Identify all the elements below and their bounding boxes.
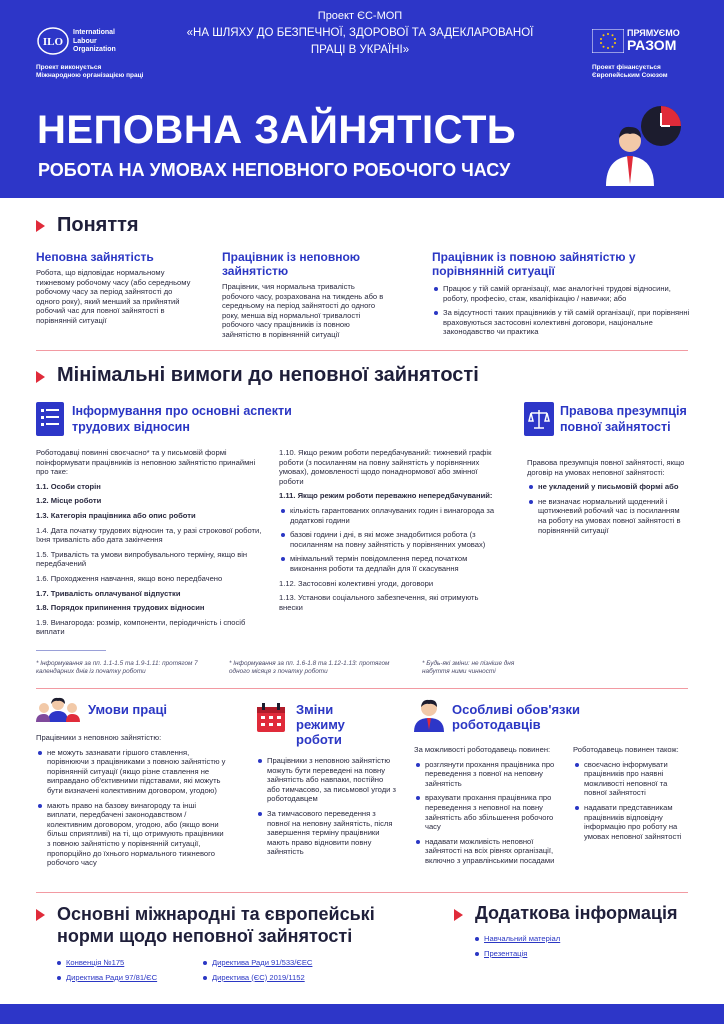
- footnote-3: * Будь-які зміни: не пізніше дня набуття ними чинності: [422, 660, 515, 675]
- info-left-column: [36, 448, 266, 642]
- footnote-rule: [36, 650, 106, 651]
- list-item: [55, 973, 205, 983]
- extra-link-training[interactable]: Навчальний матеріал: [484, 934, 561, 943]
- list-item: базові години і дні, в які може знадобитися робота (з посиланням на повну зайнятість у порівнянних умовах): [279, 530, 497, 549]
- list-item: мінімальний термін повідомлення перед початком виконання роботи та дедлайн для її скасування: [279, 554, 497, 573]
- header-banner: [0, 0, 724, 198]
- list-item: За відсутності таких працівників у тій самій організації, при порівнянні враховуються застосовні колективні договори, національне законодавство чи практика: [432, 308, 690, 337]
- info-item: 1.2. Місце роботи: [36, 496, 102, 506]
- info-item: 1.13. Установи соціального забезпечення, які отримують внески: [279, 593, 479, 612]
- employer-title: Особливі обов'язки роботодавців: [452, 702, 580, 732]
- ilo-logo-icon: [36, 26, 70, 56]
- info-item: 1.8. Порядок припинення трудових відносин: [36, 603, 205, 613]
- page-subtitle: РОБОТА НА УМОВАХ НЕПОВНОГО РОБОЧОГО ЧАСУ: [38, 160, 511, 180]
- conditions-block: [36, 733, 226, 873]
- info-item: 1.3. Категорія працівника або опис роботи: [36, 510, 196, 520]
- norms-links-col2: [201, 958, 381, 987]
- presumption-title: Правова презумпція повної зайнятості: [560, 404, 687, 434]
- concept-fulltime-list: [432, 284, 690, 342]
- people-group-icon: [36, 696, 80, 722]
- mode-block: [256, 756, 396, 862]
- presumption-block: [527, 458, 687, 540]
- info-item: 1.9. Винагорода: розмір, компоненти, періодичність і спосіб виплати: [36, 617, 246, 637]
- list-item: [201, 958, 381, 968]
- list-item: своєчасно інформувати працівників про наявні можливості неповної та повної зайнятості: [573, 760, 691, 798]
- eu-brand: ПРЯМУЄМО РАЗОМ: [627, 28, 680, 53]
- norm-link-directive-97-81[interactable]: Директива Ради 97/81/ЄС: [66, 972, 158, 982]
- list-item: розглянути прохання працівника про переведення з повної на неповну зайнятість: [414, 760, 556, 789]
- norm-link-directive-91-533[interactable]: Директива Ради 91/533/ЄЕС: [212, 958, 313, 967]
- list-item: [201, 973, 381, 983]
- presumption-intro: Правова презумпція повної зайнятості, якщо договір на умовах неповної зайнятості:: [527, 458, 685, 477]
- list-item: Працівники з неповною зайнятістю можуть бути переведені на повну зайнятість або навпаки, постійно або тимчасово, за письмової угоди з роботодавцем: [256, 756, 396, 804]
- info-right-column: [279, 448, 497, 617]
- list-item: не можуть зазнавати гіршого ставлення, порівнюючи з працівниками з повною зайнятістю у порівнянній ситуації (якщо різне ставлення не виправдано об'єктивними підставами, які можуть бути визначені колективним договором, угодою): [36, 748, 226, 796]
- section-marker-icon: [36, 909, 45, 921]
- info-item: 1.11. Якщо режим роботи переважно непередбачуваний:: [279, 491, 493, 501]
- minimum-title: Мінімальні вимоги до неповної зайнятості: [57, 364, 479, 386]
- scales-document-icon: [524, 402, 554, 436]
- conditions-title: Умови праці: [88, 702, 168, 717]
- list-item: За тимчасового переведення з повної на неповну зайнятість, після завершення терміну працівники мають право відновити повну зайнятість: [256, 809, 396, 857]
- eu-funding: Проект фінансується Європейським Союзом: [592, 64, 668, 79]
- section-marker-icon: [36, 220, 45, 232]
- page-title: НЕПОВНА ЗАЙНЯТІСТЬ: [37, 108, 517, 152]
- footnote-2: * Інформування за пп. 1.6-1.8 та 1.12-1.13: протягом одного місяця з початку роботи: [229, 660, 390, 675]
- calendar-icon: [256, 703, 286, 733]
- list-item: надавати можливість неповної зайнятості на всіх рівнях організації, включно з управлінськими посадами: [414, 837, 556, 866]
- project-block: [160, 10, 560, 59]
- info-title: Інформування про основні аспекти трудових відносин: [72, 404, 292, 434]
- section-marker-icon: [454, 909, 463, 921]
- list-item: Працює у тій самій організації, має аналогічні трудові відносини, роботу, професію, стаж, кваліфікацію / навички; або: [432, 284, 690, 303]
- concept-fulltime-title: Працівник із повною зайнятістю у порівнянній ситуації: [432, 250, 636, 278]
- list-item: кількість гарантованих оплачуваних годин і винагорода за додаткові години: [279, 506, 497, 525]
- extra-link-presentation[interactable]: Презентація: [484, 948, 528, 958]
- employer-col1: [414, 745, 556, 871]
- info-item: 1.10. Якщо режим роботи передбачуваний: тижневий графік роботи (з посиланням на повну зайнятість у порівнянних умовах), домовленості щодо понаднормової або змінної роботи: [279, 448, 492, 486]
- section-marker-icon: [36, 371, 45, 383]
- document-list-icon: [36, 402, 64, 436]
- list-item: врахувати прохання працівника про переведення з неповної на повну зайнятість або збільшення робочого часу: [414, 793, 556, 831]
- info-item: 1.5. Тривалість та умови випробувального терміну, якщо він передбачений: [36, 549, 248, 569]
- list-item: [473, 949, 673, 959]
- concept-worker-text: Працівник, чия нормальна тривалість робочого часу, розрахована на тиждень або в середньому на період зайнятості до одного року, менша від нормальної тривалості робочого часу працівників із повною зайнятістю в порівнянній ситуації: [222, 282, 384, 339]
- concept-parttime-text: Робота, що відповідає нормальному тижневому робочому часу (або середньому робочому часу за період зайнятості до одного року), який менший за прийнятий робочий час для повної зайнятості в порівнянній ситуації: [36, 268, 191, 325]
- ilo-name: International Labour Organization: [73, 29, 116, 53]
- mode-title: Зміни режиму роботи: [296, 702, 345, 747]
- info-item: 1.4. Дата початку трудових відносин та, у разі строкової роботи, їхня тривалість або дата закінчення: [36, 525, 262, 545]
- divider: [36, 350, 688, 351]
- concept-worker-title: Працівник із неповною зайнятістю: [222, 250, 361, 278]
- concepts-title: Поняття: [57, 214, 139, 236]
- footnote-1: * Інформування за пп. 1.1-1.5 та 1.9-1.11: протягом 7 календарних днів із початку роботи: [36, 660, 198, 675]
- divider: [36, 892, 688, 893]
- list-item: не визначає нормальний щоденний і щотижневий робочий час із посиланням на роботу на умовах повної зайнятості в порівнянній ситуації: [527, 497, 687, 535]
- project-label: Проект ЄС-МОП: [317, 10, 403, 22]
- concept-parttime-title: Неповна зайнятість: [36, 250, 154, 264]
- svg-text:ILO: ILO: [42, 36, 64, 48]
- employer-col2-intro: Роботодавець повинен також:: [573, 745, 679, 754]
- list-item: [473, 934, 673, 944]
- norms-links-col1: [55, 958, 205, 987]
- divider: [36, 688, 688, 689]
- employer-col1-intro: За можливості роботодавець повинен:: [414, 745, 551, 754]
- info-item: 1.7. Тривалість оплачуваної відпустки: [36, 588, 181, 598]
- extra-title: Додаткова інформація: [475, 903, 678, 923]
- worker-clock-icon: [598, 104, 690, 186]
- eu-flag-icon: [592, 29, 624, 53]
- project-name: «НА ШЛЯХУ ДО БЕЗПЕЧНОЇ, ЗДОРОВОЇ ТА ЗАДЕКЛАРОВАНОЇ ПРАЦІ В УКРАЇНІ»: [186, 27, 534, 56]
- list-item: надавати представникам працівників відповідну інформацію про роботу на умовах неповної зайнятості: [573, 803, 691, 841]
- extra-links: [473, 934, 673, 963]
- footer-bar: [0, 1004, 724, 1024]
- ilo-implementer: Проект виконується Міжнародною організацією праці: [36, 64, 144, 79]
- info-item: 1.12. Застосовні колективні угоди, договори: [279, 578, 434, 588]
- info-intro: Роботодавці повинні своєчасно* та у письмовій формі поінформувати працівників із неповною зайнятістю принаймні про таке:: [36, 448, 256, 477]
- employer-icon: [414, 698, 444, 732]
- list-item: мають право на базову винагороду та інші виплати, передбачені законодавством / колективним договором, угодою, або (якщо вони більш сприятливі) на ті, що отримують працівники з повною зайнятістю у порівнянній ситуації, пропорційно до їхнього нормального тижневого робочого часу: [36, 801, 226, 868]
- norm-link-directive-2019-1152[interactable]: Директива (ЄС) 2019/1152: [212, 972, 305, 982]
- list-item: не укладений у письмовій формі або: [527, 482, 687, 492]
- conditions-intro: Працівники з неповною зайнятістю:: [36, 733, 162, 742]
- info-item: 1.6. Проходження навчання, якщо воно передбачено: [36, 573, 223, 583]
- info-item: 1.1. Особи сторін: [36, 481, 101, 491]
- list-item: [55, 958, 205, 968]
- employer-col2: [573, 745, 691, 846]
- norms-title: Основні міжнародні та європейські норми щодо неповної зайнятості: [57, 904, 375, 946]
- norm-link-convention-175[interactable]: Конвенція №175: [66, 958, 125, 967]
